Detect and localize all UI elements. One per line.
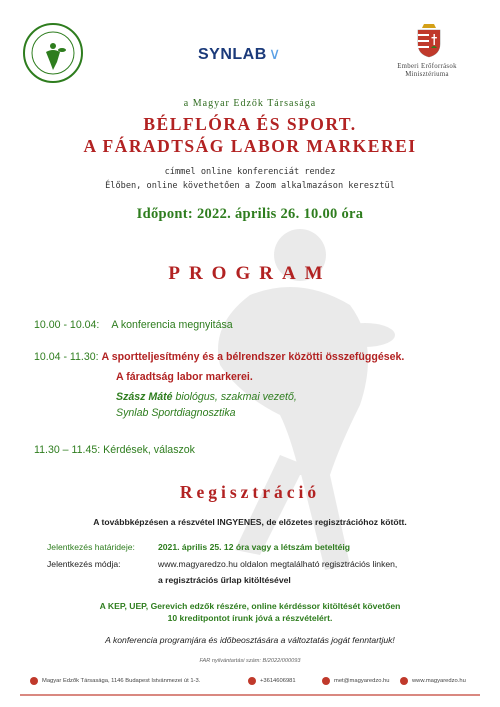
program-item-3-title: Kérdések, válaszok	[103, 444, 195, 456]
program-item-3	[34, 443, 195, 457]
program-item-1	[34, 318, 233, 332]
footer	[20, 674, 480, 690]
program-item-2-title-2: A fáradtság labor markerei.	[116, 371, 253, 383]
program-item-1-title: A konferencia megnyitása	[111, 319, 233, 331]
program-item-1-time: 10.00 - 10.04:	[34, 319, 100, 331]
hungarian-crest-icon	[414, 22, 444, 58]
location-icon	[30, 677, 38, 685]
phone-text[interactable]: +3614606981	[260, 678, 296, 684]
footer-email[interactable]	[322, 677, 390, 685]
event-date: Időpont: 2022. április 26. 10.00 óra	[136, 206, 364, 222]
event-subtitle-1: címmel online konferenciát rendez	[164, 167, 336, 177]
footer-address	[30, 677, 200, 685]
program-item-2-title: A sportteljesítmény és a bélrendszer közötti összefüggések.	[101, 351, 405, 363]
event-title-line-1: BÉLFLÓRA ÉS SPORT.	[143, 114, 357, 134]
program-heading: PROGRAM	[168, 263, 332, 284]
method-value-line-2: a regisztrációs űrlap kitöltésével	[158, 575, 291, 585]
credit-line-1: A KEP, UEP, Gerevich edzők részére, online kérdéssor kitöltését követően	[99, 601, 401, 611]
synlab-chevron-icon: ∨	[268, 46, 281, 63]
registration-intro: A továbbképzésen a részvétel INGYENES, de előzetes regisztrációhoz kötött.	[93, 517, 407, 527]
email-text[interactable]: met@magyaredzo.hu	[334, 678, 390, 684]
program-item-2-speaker	[116, 390, 297, 404]
footer-web[interactable]	[400, 677, 466, 685]
web-icon	[400, 677, 408, 685]
ministry-line-1: Emberi Erőforrások	[397, 63, 457, 70]
program-item-2-time: 10.04 - 11.30:	[34, 351, 99, 363]
method-value-line-1[interactable]: www.magyaredzo.hu oldalon megtalálható regisztrációs linken,	[158, 559, 398, 569]
phone-icon	[248, 677, 256, 685]
organizer: a Magyar Edzők Társasága	[183, 98, 317, 109]
method-label: Jelentkezés módja:	[47, 559, 121, 569]
deadline-value: 2021. április 25. 12 óra vagy a létszám beteltéig	[158, 542, 351, 552]
met-logo	[22, 22, 84, 84]
footer-phone[interactable]	[248, 677, 296, 685]
speaker-organization: Synlab Sportdiagnosztika	[116, 407, 236, 419]
address-text: Magyar Edzők Társasága, 1146 Budapest Istvánmezei út 1-3.	[42, 678, 201, 684]
synlab-logo	[198, 44, 281, 64]
far-number: FAR nyilvántartási szám: B/2022/000093	[199, 658, 301, 664]
deadline-label: Jelentkezés határideje:	[47, 542, 135, 552]
web-text[interactable]: www.magyaredzo.hu	[412, 678, 466, 684]
synlab-wordmark: SYNLAB	[198, 46, 267, 63]
program-item-3-time: 11.30 – 11.45:	[34, 444, 101, 456]
program-item-2	[34, 350, 404, 364]
credit-line-2: 10 kreditpontot írunk jóvá a részvételért.	[167, 613, 333, 623]
registration-heading: Regisztráció	[179, 482, 321, 502]
change-notice: A konferencia programjára és időbeosztására a változtatás jogát fenntartjuk!	[105, 635, 395, 645]
speaker-role: biológus, szakmai vezető,	[172, 391, 297, 403]
speaker-name: Szász Máté	[116, 391, 173, 403]
email-icon	[322, 677, 330, 685]
footer-divider	[20, 694, 480, 696]
event-title-line-2: A FÁRADTSÁG LABOR MARKEREI	[83, 136, 417, 156]
event-subtitle-2: Élőben, online követhetően a Zoom alkalmazáson keresztül	[105, 181, 395, 191]
ministry-line-2: Minisztériuma	[405, 71, 449, 78]
ministry-name	[362, 63, 492, 79]
